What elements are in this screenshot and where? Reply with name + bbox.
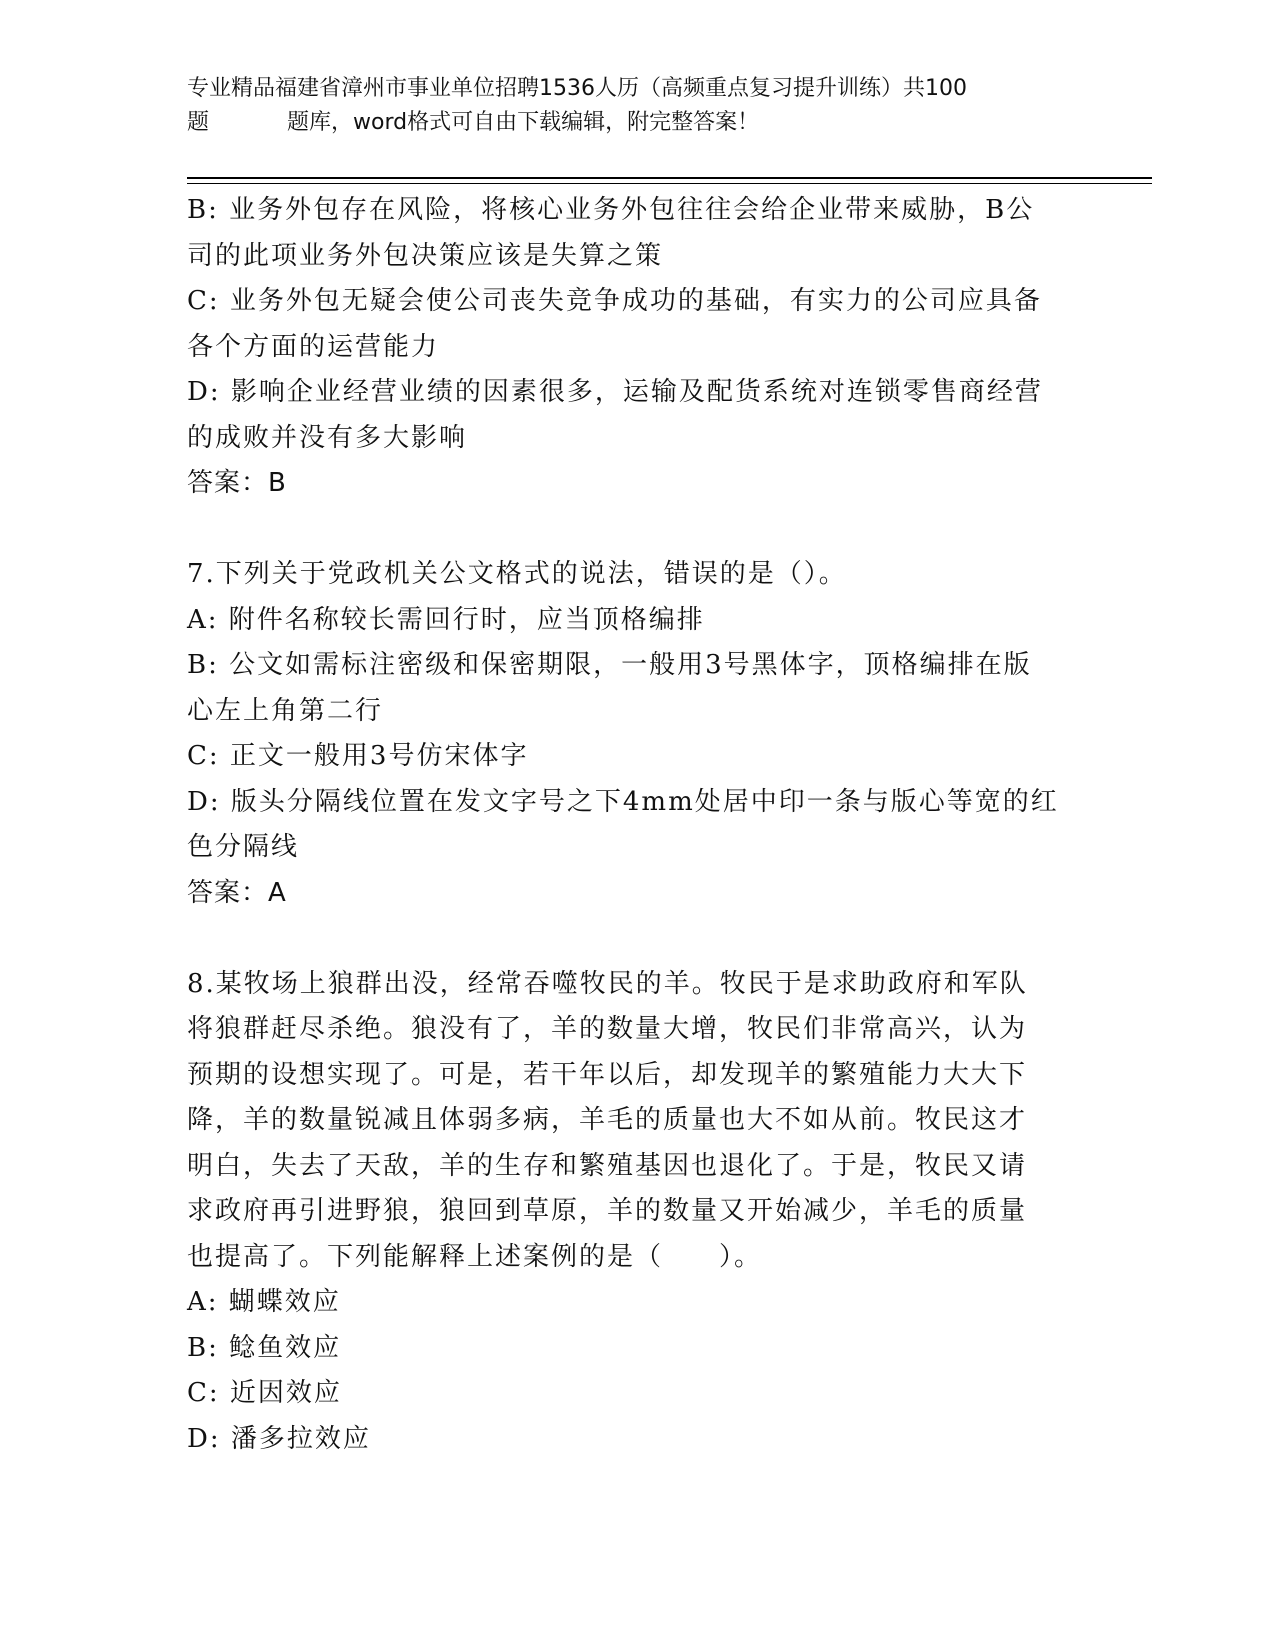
q8-option-d: D: 潘多拉效应 xyxy=(187,1423,371,1454)
spacer xyxy=(187,507,1087,553)
question-7-block xyxy=(187,552,1087,916)
header-rule-thick xyxy=(187,177,1152,179)
q6-option-c-line-2: 各个方面的运营能力 xyxy=(187,331,440,362)
question-6-block xyxy=(187,188,1087,507)
q8-stem-line-3: 预期的设想实现了。可是，若干年以后，却发现羊的繁殖能力大大下 xyxy=(187,1059,1028,1090)
question-8-block xyxy=(187,962,1087,1463)
q8-stem-line-5: 明白，失去了天敌，羊的生存和繁殖基因也退化了。于是，牧民又请 xyxy=(187,1150,1028,1181)
q6-option-d-line-2: 的成败并没有多大影响 xyxy=(187,422,468,453)
q6-answer: 答案：B xyxy=(187,468,287,498)
q8-stem-line-2: 将狼群赶尽杀绝。狼没有了，羊的数量大增，牧民们非常高兴，认为 xyxy=(187,1014,1028,1044)
q8-stem-line-6: 求政府再引进野狼，狼回到草原，羊的数量又开始减少，羊毛的质量 xyxy=(187,1196,1028,1226)
q7-option-d-line-2: 色分隔线 xyxy=(187,832,300,862)
q8-option-b: B: 鲶鱼效应 xyxy=(187,1332,342,1363)
header-line-2-rest: 题库，word格式可自由下载编辑，附完整答案！ xyxy=(287,110,760,135)
q8-stem-line-7: 也提高了。下列能解释上述案例的是（ ）。 xyxy=(187,1241,763,1272)
q8-option-a: A: 蝴蝶效应 xyxy=(187,1287,341,1317)
q7-option-d-line-1: D: 版头分隔线位置在发文字号之下4mm处居中印一条与版心等宽的红 xyxy=(187,786,1059,817)
q7-stem: 7.下列关于党政机关公文格式的说法，错误的是（）。 xyxy=(187,559,847,589)
q7-answer: 答案：A xyxy=(187,877,287,908)
header-rule-thin xyxy=(187,183,1152,184)
q7-option-b-line-2: 心左上角第二行 xyxy=(187,695,384,726)
q6-option-d-line-1: D: 影响企业经营业绩的因素很多，运输及配货系统对连锁零售商经营 xyxy=(187,377,1043,407)
q8-option-c: C: 近因效应 xyxy=(187,1378,342,1408)
document-body xyxy=(187,188,1087,1462)
header-line-2 xyxy=(187,106,1067,140)
q6-option-b-line-1: B: 业务外包存在风险，将核心业务外包往往会给企业带来威胁，B公 xyxy=(187,195,1035,225)
header-line-1: 专业精品福建省漳州市事业单位招聘1536人历（高频重点复习提升训练）共100 xyxy=(187,76,967,101)
q8-stem-line-1: 8.某牧场上狼群出没，经常吞噬牧民的羊。牧民于是求助政府和军队 xyxy=(187,968,1028,999)
q6-option-c-line-1: C: 业务外包无疑会使公司丧失竞争成功的基础，有实力的公司应具备 xyxy=(187,286,1042,316)
spacer xyxy=(187,916,1087,962)
header-line-2-lead: 题 xyxy=(187,110,210,135)
q7-option-c: C: 正文一般用3号仿宋体字 xyxy=(187,741,529,771)
q7-option-b-line-1: B: 公文如需标注密级和保密期限，一般用3号黑体字，顶格编排在版 xyxy=(187,650,1032,680)
page-header xyxy=(187,72,1067,140)
q8-stem-line-4: 降，羊的数量锐减且体弱多病，羊毛的质量也大不如从前。牧民这才 xyxy=(187,1105,1028,1135)
q6-option-b-line-2: 司的此项业务外包决策应该是失算之策 xyxy=(187,240,664,271)
q7-option-a: A: 附件名称较长需回行时，应当顶格编排 xyxy=(187,604,705,635)
